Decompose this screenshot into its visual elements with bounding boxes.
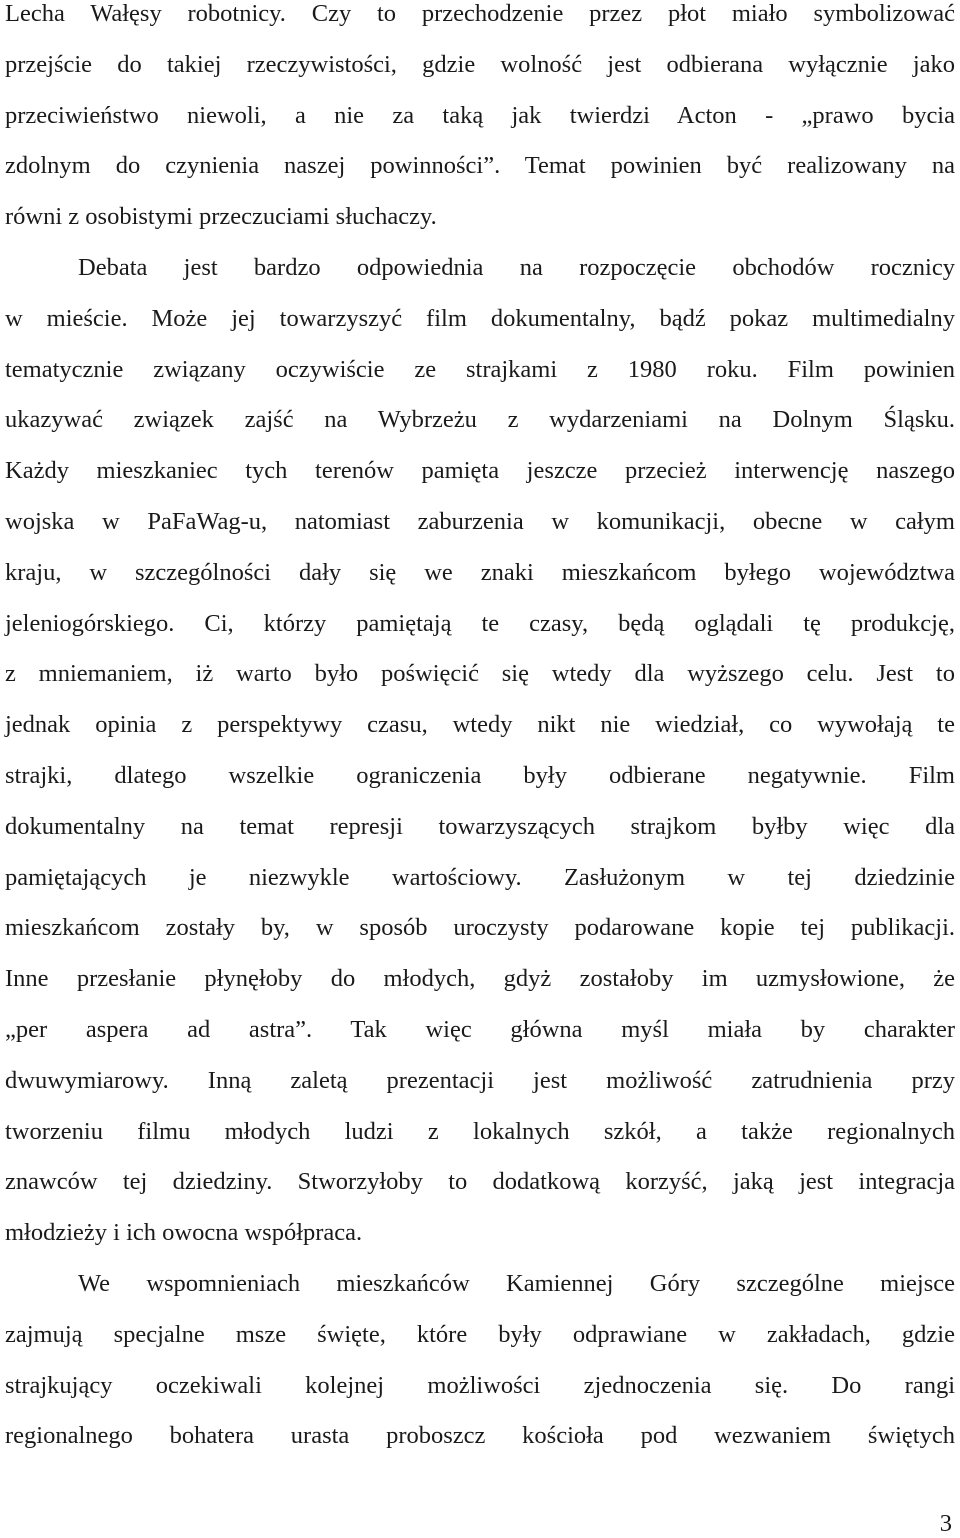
text-line: strajki, dlatego wszelkie ograniczenia były odbierane negatywnie. Film	[5, 761, 955, 789]
text-line: wojska w PaFaWag-u, natomiast zaburzenia w komunikacji, obecne w całym	[5, 507, 955, 535]
text-line: zdolnym do czynienia naszej powinności”. Temat powinien być realizowany na	[5, 152, 955, 180]
text-line: dwuwymiarowy. Inną zaletą prezentacji jest możliwość zatrudnienia przy	[5, 1066, 955, 1094]
text-line: jeleniogórskiego. Ci, którzy pamiętają te czasy, będą oglądali tę produkcję,	[5, 609, 955, 637]
text-line: przejście do takiej rzeczywistości, gdzie wolność jest odbierana wyłącznie jako	[5, 50, 955, 78]
text-line: We wspomnieniach mieszkańców Kamiennej Góry szczególne miejsce	[78, 1269, 955, 1297]
text-line: tematycznie związany oczywiście ze strajkami z 1980 roku. Film powinien	[5, 355, 955, 383]
text-line: kraju, w szczególności dały się we znaki mieszkańcom byłego województwa	[5, 558, 955, 586]
text-line: w mieście. Może jej towarzyszyć film dokumentalny, bądź pokaz multimedialny	[5, 304, 955, 332]
text-line: z mniemaniem, iż warto było poświęcić się wtedy dla wyższego celu. Jest to	[5, 660, 955, 688]
paragraph	[5, 1259, 955, 1462]
paragraph	[5, 243, 955, 1259]
text-line: regionalnego bohatera urasta proboszcz kościoła pod wezwaniem świętych	[5, 1422, 955, 1450]
text-line: Lecha Wałęsy robotnicy. Czy to przechodzenie przez płot miało symbolizować	[5, 0, 955, 27]
text-line: ukazywać związek zajść na Wybrzeżu z wydarzeniami na Dolnym Śląsku.	[5, 406, 955, 434]
text-line: zajmują specjalne msze święte, które były odprawiane w zakładach, gdzie	[5, 1320, 955, 1348]
text-line: strajkujący oczekiwali kolejnej możliwości zjednoczenia się. Do rangi	[5, 1371, 955, 1399]
text-line: tworzeniu filmu młodych ludzi z lokalnych szkół, a także regionalnych	[5, 1117, 955, 1145]
text-line: Każdy mieszkaniec tych terenów pamięta jeszcze przecież interwencję naszego	[5, 457, 955, 485]
text-line: równi z osobistymi przeczuciami słuchaczy.	[5, 203, 437, 231]
text-line: jednak opinia z perspektywy czasu, wtedy nikt nie wiedział, co wywołają te	[5, 711, 955, 739]
text-line: Inne przesłanie płynęłoby do młodych, gdyż zostałoby im uzmysłowione, że	[5, 965, 955, 993]
text-line: przeciwieństwo niewoli, a nie za taką jak twierdzi Acton - „prawo bycia	[5, 101, 955, 129]
text-line: Debata jest bardzo odpowiednia na rozpoczęcie obchodów rocznicy	[78, 253, 955, 281]
text-line: znawców tej dziedziny. Stworzyłoby to dodatkową korzyść, jaką jest integracja	[5, 1168, 955, 1196]
text-line: pamiętających je niezwykle wartościowy. Zasłużonym w tej dziedzinie	[5, 863, 955, 891]
page-number: 3	[939, 1510, 952, 1537]
document-page	[5, 0, 955, 1462]
paragraph	[5, 0, 955, 243]
text-line: dokumentalny na temat represji towarzyszących strajkom byłby więc dla	[5, 812, 955, 840]
text-line: „per aspera ad astra”. Tak więc główna myśl miała by charakter	[5, 1015, 955, 1043]
text-line: mieszkańcom zostały by, w sposób uroczysty podarowane kopie tej publikacji.	[5, 914, 955, 942]
text-line: młodzieży i ich owocna współpraca.	[5, 1219, 363, 1247]
